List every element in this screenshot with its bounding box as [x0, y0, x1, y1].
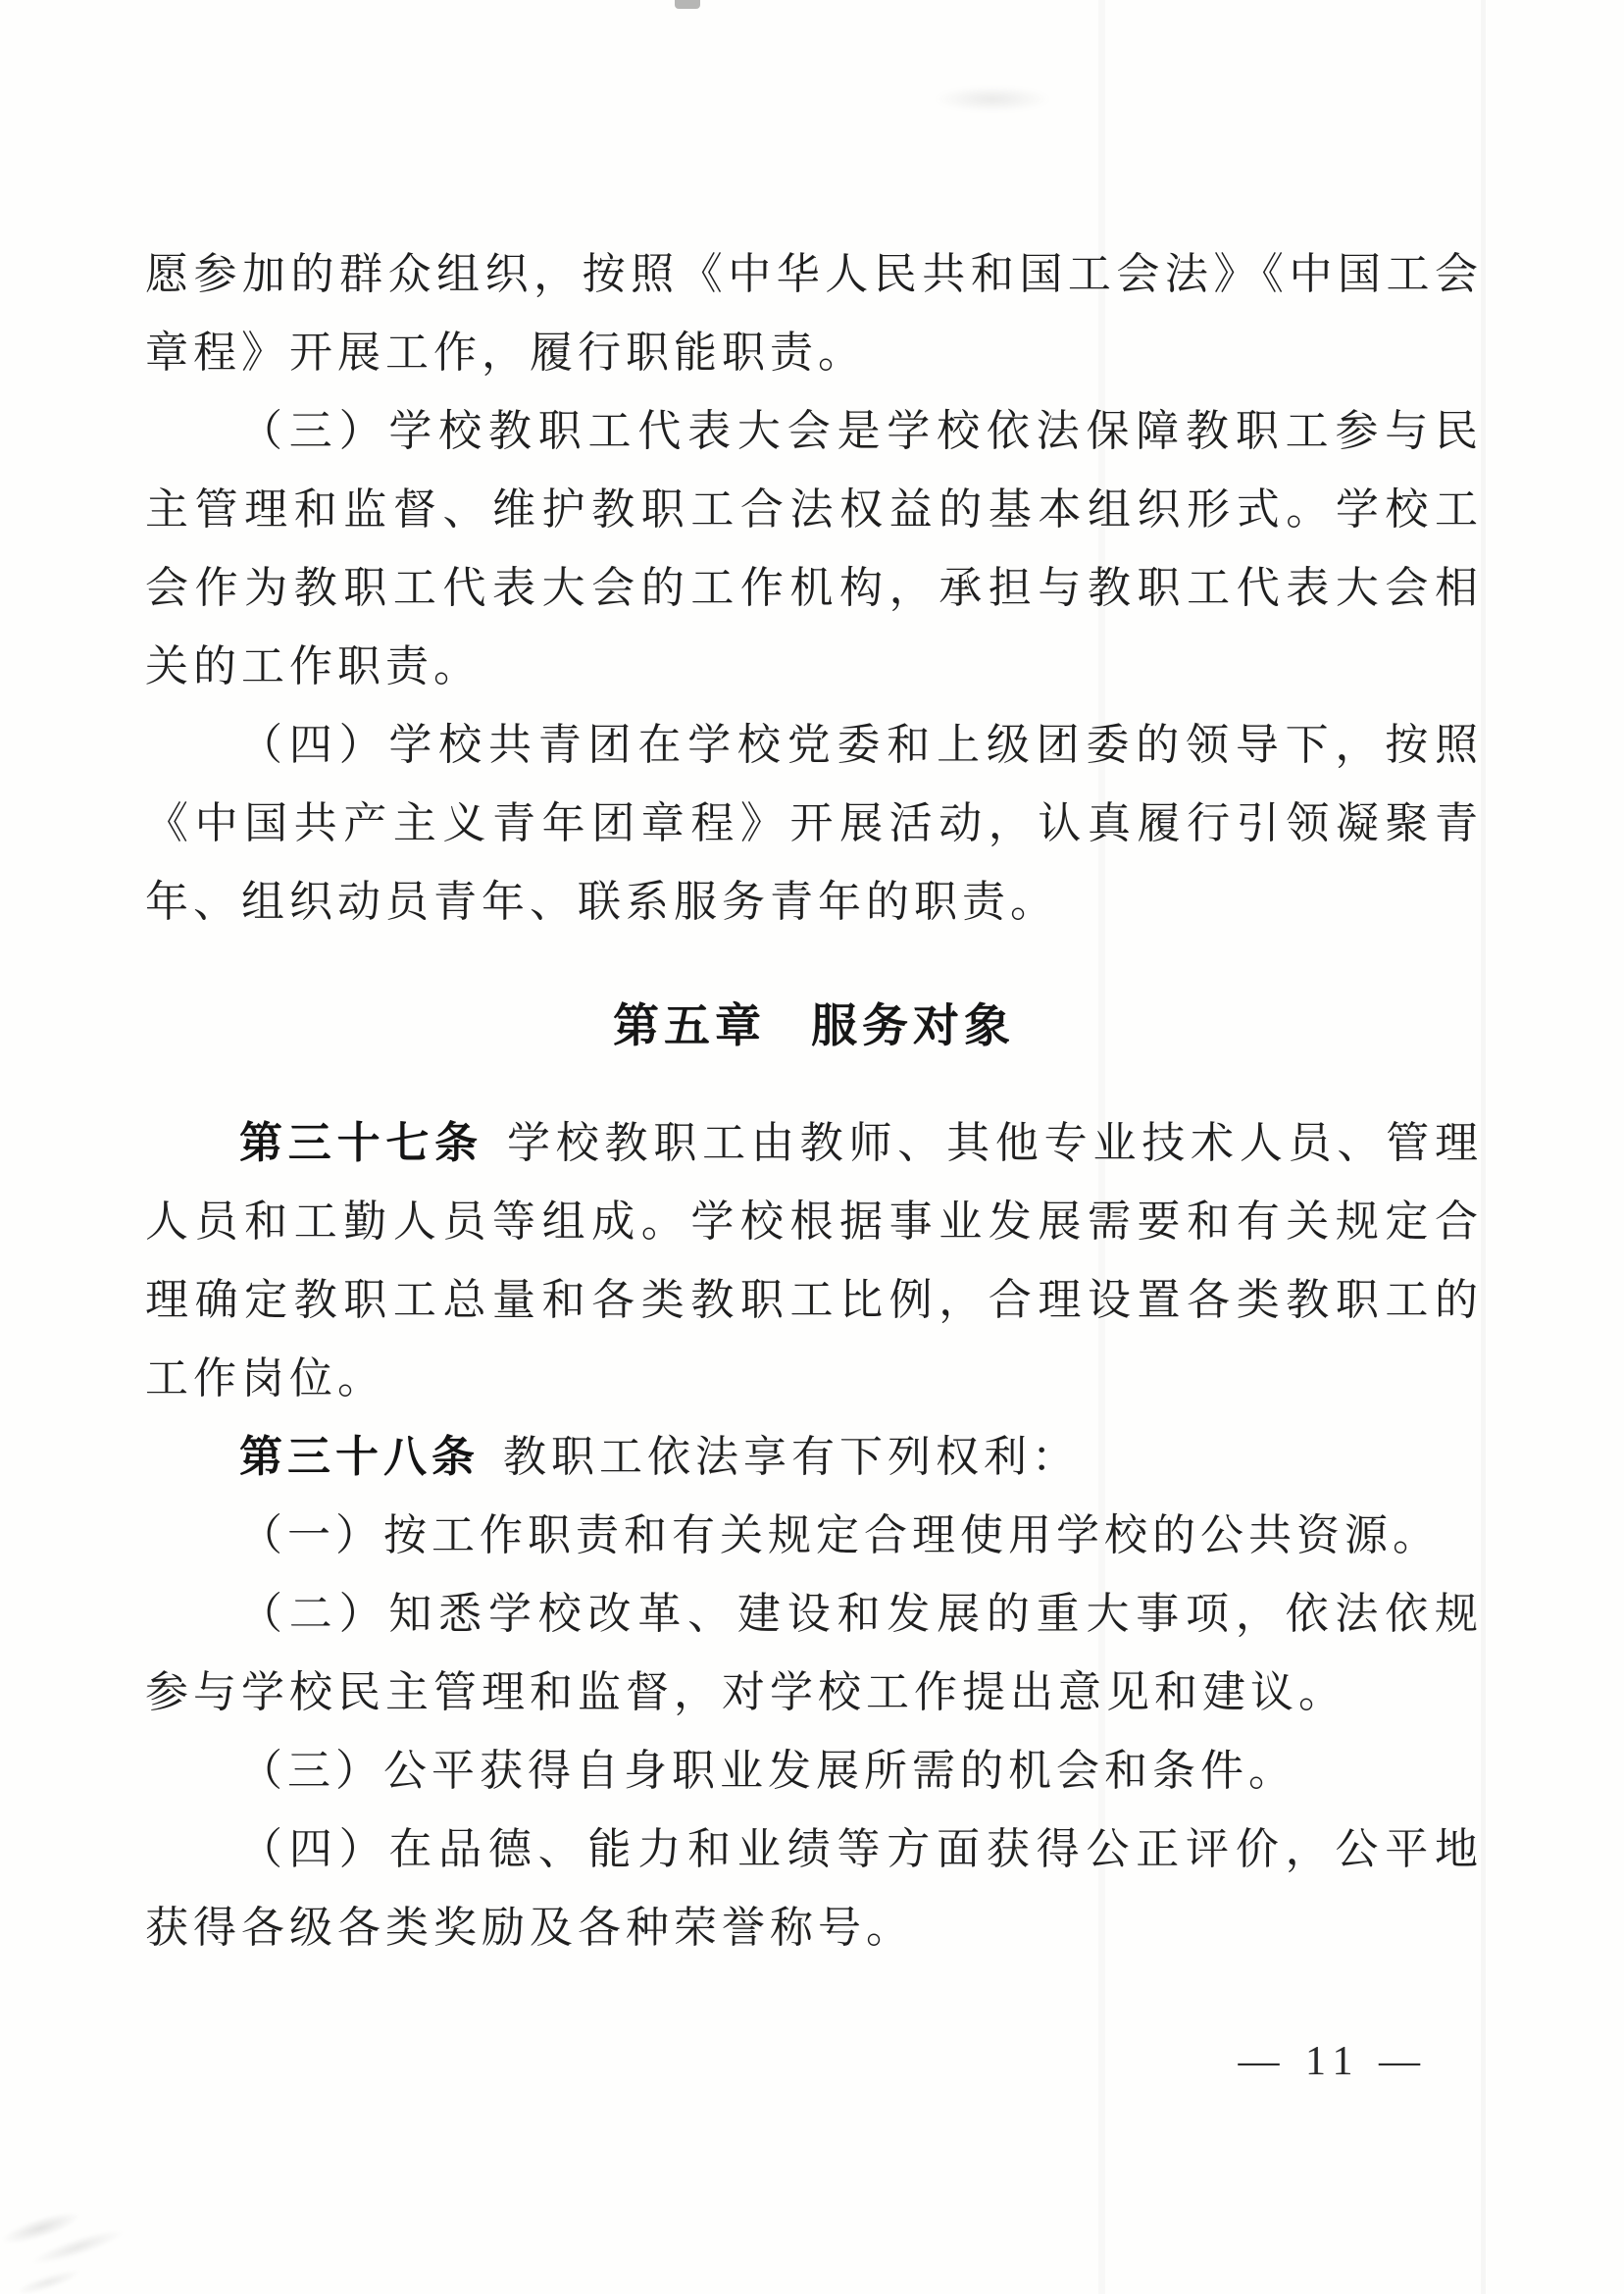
right-item-four: （四）在品德、能力和业绩等方面获得公正评价，公平地获得各级各类奖励及各种荣誉称号。 [145, 1825, 1483, 1952]
paragraph-article-37 [145, 1104, 1483, 1418]
scan-edge-mark [675, 0, 700, 9]
page-number: — 11 — [1238, 2039, 1428, 2084]
chapter-number: 第五章 [613, 999, 766, 1051]
chapter-title: 服务对象 [811, 999, 1015, 1051]
scan-corner-smudge [0, 2167, 165, 2294]
paragraph-item-three: （三）学校教职工代表大会是学校依法保障教职工参与民主管理和监督、维护教职工合法权益的基本组织形式。学校工会作为教职工代表大会的工作机构，承担与教职工代表大会相关的工作职责。 [145, 407, 1483, 690]
article-37-body: 学校教职工由教师、其他专业技术人员、管理人员和工勤人员等组成。学校根据事业发展需要和有关规定合理确定教职工总量和各类教职工比例，合理设置各类教职工的工作岗位。 [145, 1119, 1484, 1402]
right-item-three: （三）公平获得自身职业发展所需的机会和条件。 [239, 1747, 1296, 1795]
right-item-two: （二）知悉学校改革、建设和发展的重大事项，依法依规参与学校民主管理和监督，对学校工作提出意见和建议。 [145, 1590, 1483, 1716]
document-text-block [145, 235, 1483, 1967]
paragraph-item-four: （四）学校共青团在学校党委和上级团委的领导下，按照《中国共产主义青年团章程》开展活动，认真履行引领凝聚青年、组织动员青年、联系服务青年的职责。 [145, 721, 1483, 926]
chapter-heading [145, 987, 1483, 1065]
article-38-number: 第三十八条 [239, 1433, 480, 1481]
scan-smudge [934, 86, 1051, 112]
article-38-body: 教职工依法享有下列权利： [503, 1433, 1080, 1481]
paragraph-union-continuation: 愿参加的群众组织，按照《中华人民共和国工会法》《中国工会章程》开展工作，履行职能职责。 [145, 250, 1483, 377]
paragraph-article-38 [145, 1418, 1483, 1497]
article-37-number: 第三十七条 [239, 1119, 483, 1167]
right-item-one: （一）按工作职责和有关规定合理使用学校的公共资源。 [239, 1511, 1441, 1559]
